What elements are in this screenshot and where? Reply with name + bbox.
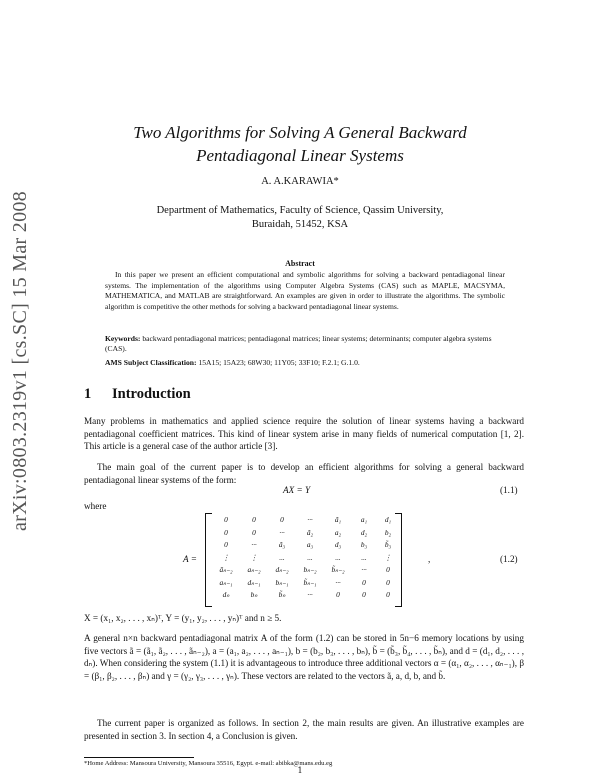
matrix-cell: 0 bbox=[386, 590, 390, 599]
matrix-lhs: A = bbox=[183, 554, 197, 564]
abstract-text: In this paper we present an efficient computational and symbolic algorithms for solving a backward pentadiagonal linear systems. The implementation of the algorithms using Computer Algebra Systems (CAS) such as MAPLE, MACSYMA, MATHEMATICA, and MATLAB are straightforward. An examples are given in order to illustrate the algorithms. The symbolic algorithm is competitive the other methods for solving a backward pentadiagonal linear systems. bbox=[105, 270, 505, 311]
matrix-cell: 0 bbox=[224, 515, 228, 524]
matrix-cell: ... bbox=[335, 552, 341, 562]
keywords-label: Keywords: bbox=[105, 334, 141, 343]
title-line-1: Two Algorithms for Solving A General Backward bbox=[133, 123, 467, 142]
matrix-cell: dₙ₋₂ bbox=[275, 565, 289, 574]
matrix-cell: d₁ bbox=[384, 515, 392, 524]
matrix-cell: dₙ₋₁ bbox=[247, 577, 261, 587]
affiliation-line-2: Buraidah, 51452, KSA bbox=[251, 219, 349, 230]
keywords-text: backward pentadiagonal matrices; pentadiagonal matrices; linear systems; determinants; computer algebra systems (CAS). bbox=[105, 334, 492, 353]
keywords bbox=[105, 334, 505, 353]
ams-label: AMS Subject Classification: bbox=[105, 358, 197, 367]
matrix-cell: ··· bbox=[335, 577, 341, 587]
author: A. A.KARAWIA* bbox=[261, 176, 339, 187]
section-number: 1 bbox=[84, 386, 92, 402]
paragraph-1: Many problems in mathematics and applied science require the solution of linear systems having a backward pentadiagonal coefficient matrices. This kind of linear system arise in many fields of numerical computation [1, 2]. This article is a general case of the author article [3]. bbox=[84, 416, 524, 452]
matrix-cell: bₙ₋₂ bbox=[303, 565, 317, 574]
paragraph-3: A general n×n backward pentadiagonal matrix A of the form (1.2) can be stored in 5n−6 memory locations by using five vectors ã = (ã₁, ã₂, . . . , ãₙ₋₂), a = (a₁, a₂, . . . , aₙ₋₁), b = (b₂, b₃, . . . , bₙ), b̃ = (b̃₃, b̃₄, . . . , b̃ₙ), and d = (d₁, d₂, . . . , dₙ). When considering the system (1.1) it is advantageous to introduce three additional vectors α = (α₁, α₂, . . . , αₙ₋₁), β = (β₁, β₂, . . . , βₙ) and γ = (γ₂, γ₃, . . . , γₙ). These vectors are related to the vectors ã, a, d, b, and b̃. bbox=[84, 633, 524, 681]
matrix-cell: a₁ bbox=[360, 515, 368, 524]
matrix-cell: a₂ bbox=[334, 527, 342, 537]
matrix-cell: 0 bbox=[224, 540, 228, 549]
footnote-rule bbox=[84, 757, 194, 758]
matrix-cell: d₃ bbox=[334, 540, 342, 549]
matrix-cell: a₃ bbox=[306, 540, 314, 549]
equation-1-2-number: (1.2) bbox=[500, 554, 518, 564]
footnote: *Home Address: Mansoura University, Mansoura 35516, Egypt. e-mail: abibka@mans.edu.eg bbox=[84, 760, 333, 767]
matrix-cell: b̃ₙ₋₂ bbox=[331, 565, 345, 574]
abstract-heading: Abstract bbox=[285, 259, 315, 268]
matrix-cell: 0 bbox=[252, 515, 256, 524]
section-heading bbox=[84, 386, 191, 403]
matrix-cell: dₙ bbox=[222, 590, 230, 599]
ams-classification bbox=[105, 358, 505, 368]
matrix-cell: 0 bbox=[252, 527, 256, 537]
matrix-cell: 0 bbox=[386, 577, 390, 587]
matrix-cell: ⋮ bbox=[222, 552, 230, 562]
equation-1-1-number: (1.1) bbox=[500, 485, 518, 495]
matrix-cell: aₙ₋₂ bbox=[247, 565, 261, 574]
equation-1-1: AX = Y bbox=[283, 485, 311, 495]
matrix-a bbox=[183, 513, 503, 605]
matrix-cell: b₂ bbox=[384, 527, 392, 537]
matrix-cell: ... bbox=[307, 552, 313, 562]
matrix-cell: 0 bbox=[362, 577, 366, 587]
matrix-cell: ··· bbox=[307, 590, 313, 599]
matrix-cell: ··· bbox=[279, 527, 285, 537]
paragraph-4: The current paper is organized as follows. In section 2, the main results are given. An illustrative examples are presented in section 3. In section 4, a Conclusion is given. bbox=[84, 718, 524, 741]
matrix-cell: 0 bbox=[224, 527, 228, 537]
affiliation-line-1: Department of Mathematics, Faculty of Science, Qassim University, bbox=[156, 205, 444, 216]
matrix-cell: ã₂ bbox=[306, 527, 314, 537]
matrix-cell: b₃ bbox=[360, 540, 368, 549]
page-number: 1 bbox=[297, 766, 303, 775]
matrix-cell: ... bbox=[279, 552, 285, 562]
matrix-cell: ··· bbox=[251, 540, 257, 549]
matrix-cell: ⋮ bbox=[250, 552, 258, 562]
matrix-comma: , bbox=[428, 554, 431, 564]
matrix-cell: bₙ bbox=[250, 590, 258, 599]
matrix-cell: 0 bbox=[386, 565, 390, 574]
matrix-cell: bₙ₋₁ bbox=[275, 577, 289, 587]
paragraph-2: The main goal of the current paper is to develop an efficient algorithms for solving a general backward pentadiagonal linear systems of the form: bbox=[84, 462, 524, 485]
matrix-cell: aₙ₋₁ bbox=[219, 577, 233, 587]
where-label: where bbox=[84, 501, 107, 511]
matrix-cell: b̃ₙ bbox=[278, 590, 286, 599]
arxiv-side-label: arXiv:0803.2319v1 [cs.SC] 15 Mar 2008 bbox=[9, 191, 31, 531]
matrix-cell: d₂ bbox=[360, 527, 368, 537]
matrix-cell: b̃₃ bbox=[384, 540, 392, 549]
matrix-cell: ã₁ bbox=[334, 515, 342, 524]
title-line-2: Pentadiagonal Linear Systems bbox=[196, 146, 404, 165]
ams-text: 15A15; 15A23; 68W30; 11Y05; 33F10; F.2.1; G.1.0. bbox=[198, 358, 360, 367]
matrix-cell: b̃ₙ₋₁ bbox=[303, 577, 317, 587]
matrix-cell: 0 bbox=[280, 515, 284, 524]
matrix-cell: ⋮ bbox=[384, 552, 392, 562]
matrix-cell: 0 bbox=[336, 590, 340, 599]
matrix-cell: ··· bbox=[361, 565, 367, 574]
matrix-cell: ··· bbox=[307, 515, 313, 524]
section-title: Introduction bbox=[112, 386, 191, 402]
matrix-cell: 0 bbox=[362, 590, 366, 599]
matrix-cell: ... bbox=[361, 552, 367, 562]
matrix-vectors-line: X = (x₁, x₂, . . . , xₙ)ᵀ, Y = (y₁, y₂, . . . , yₙ)ᵀ and n ≥ 5. bbox=[84, 613, 282, 623]
matrix-cell: ãₙ₋₂ bbox=[219, 565, 233, 574]
matrix-cell: ã₃ bbox=[278, 540, 286, 549]
